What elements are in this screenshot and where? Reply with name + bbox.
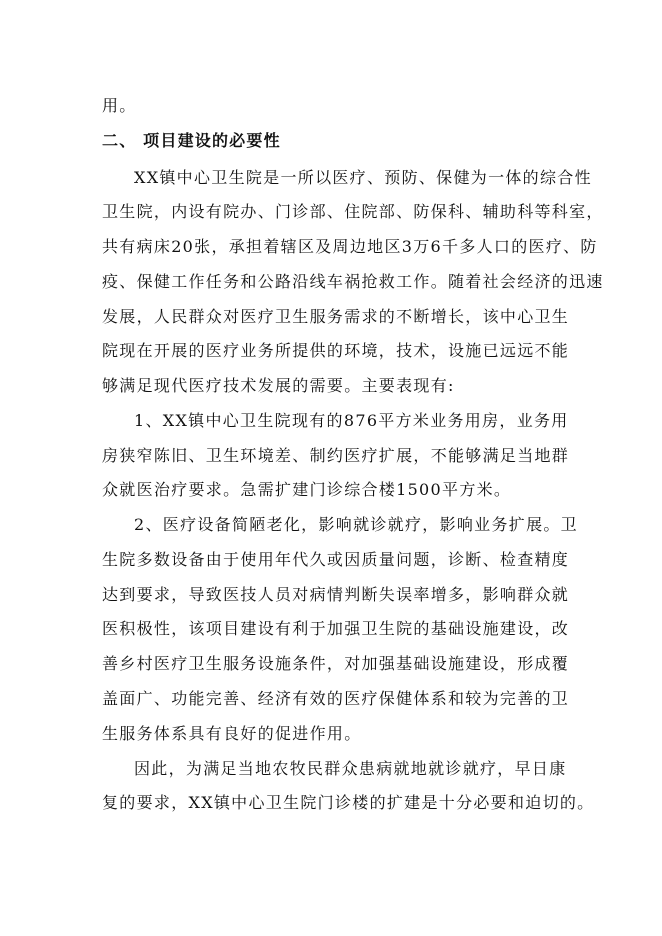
paragraph-line-10: 1、XX镇中心卫生院现有的876平方米业务用房，业务用: [134, 411, 569, 430]
paragraph-line-7: 发展，人民群众对医疗卫生服务需求的不断增长，该中心卫生: [102, 307, 570, 326]
paragraph-line-9: 够满足现代医疗技术发展的需要。主要表现有:: [102, 376, 455, 395]
paragraph-line-8: 院现在开展的医疗业务所提供的环境，技术，设施已远远不能: [102, 341, 570, 360]
paragraph-line-12: 众就医治疗要求。急需扩建门诊综合楼1500平方米。: [102, 480, 512, 499]
paragraph-line-20: 因此，为满足当地农牧民群众患病就地就诊就疗，早日康: [134, 759, 567, 778]
paragraph-line-18: 盖面广、功能完善、经济有效的医疗保健体系和较为完善的卫: [102, 689, 570, 708]
paragraph-line-5: 共有病床20张，承担着辖区及周边地区3万6千多人口的医疗、防: [102, 237, 598, 256]
paragraph-line-13: 2、医疗设备简陋老化，影响就诊就疗，影响业务扩展。卫: [134, 515, 578, 534]
paragraph-line-19: 生服务体系具有良好的促进作用。: [102, 724, 362, 743]
paragraph-line-17: 善乡村医疗卫生服务设施条件，对加强基础设施建设，形成覆: [102, 654, 570, 673]
paragraph-line-21: 复的要求，XX镇中心卫生院门诊楼的扩建是十分必要和迫切的。: [102, 793, 595, 812]
paragraph-line-11: 房狭窄陈旧、卫生环境差、制约医疗扩展，不能够满足当地群: [102, 446, 570, 465]
paragraph-line-6: 疫、保健工作任务和公路沿线车祸抢救工作。随着社会经济的迅速: [102, 272, 604, 291]
paragraph-line-15: 达到要求，导致医技人员对病情判断失误率增多，影响群众就: [102, 585, 570, 604]
paragraph-line-1: 用。: [102, 96, 137, 115]
paragraph-line-4: 卫生院，内设有院办、门诊部、住院部、防保科、辅助科等科室，: [102, 202, 604, 221]
paragraph-line-14: 生院多数设备由于使用年代久或因质量问题，诊断、检查精度: [102, 550, 570, 569]
paragraph-line-16: 医积极性，该项目建设有利于加强卫生院的基础设施建设，改: [102, 619, 570, 638]
paragraph-line-3: XX镇中心卫生院是一所以医疗、预防、保健为一体的综合性: [134, 168, 592, 187]
section-heading: 二、 项目建设的必要性: [102, 131, 281, 150]
